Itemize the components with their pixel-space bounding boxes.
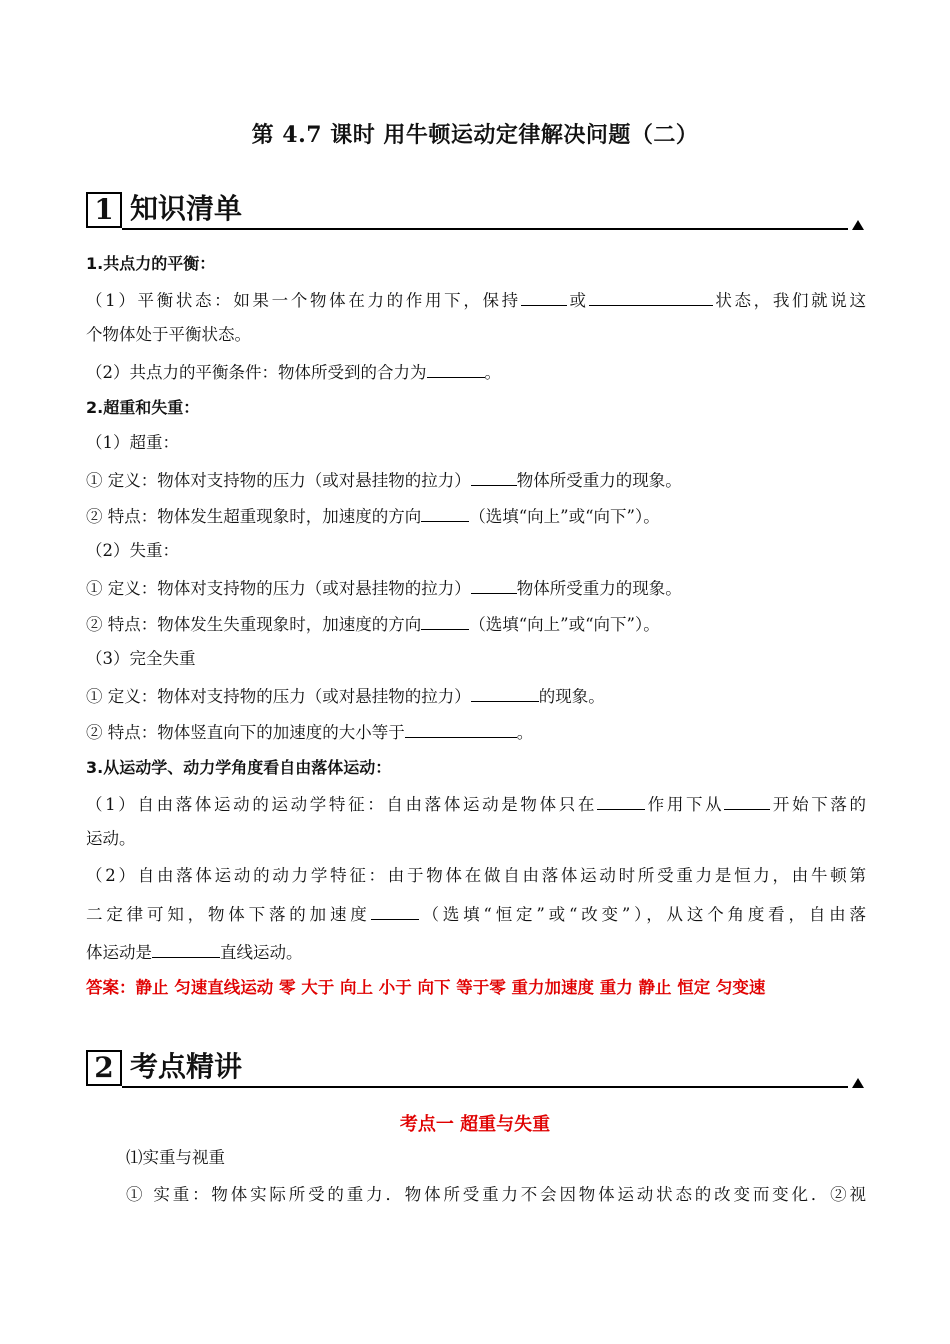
paragraph-line: （2）失重： bbox=[86, 541, 179, 560]
section-header-knowledge bbox=[86, 188, 864, 230]
paragraph-line: ① 实重：物体实际所受的重力．物体所受重力不会因物体运动状态的改变而变化．②视 bbox=[126, 1185, 866, 1204]
section-title: 知识清单 bbox=[130, 192, 243, 225]
heading-equilibrium: 1.共点力的平衡： bbox=[86, 254, 216, 273]
paragraph-line: （2）自由落体运动的动力学特征：由于物体在做自由落体运动时所受重力是恒力，由牛顿第 bbox=[86, 866, 866, 885]
paragraph-line: ① 定义：物体对支持物的压力（或对悬挂物的拉力） 物体所受重力的现象。 bbox=[86, 467, 866, 493]
fill-blank bbox=[405, 719, 517, 738]
fill-blank bbox=[371, 901, 419, 920]
fill-blank bbox=[724, 791, 770, 810]
fill-blank bbox=[521, 287, 567, 306]
paragraph-line: 体运动是 直线运动。 bbox=[86, 939, 866, 965]
paragraph-line: ① 定义：物体对支持物的压力（或对悬挂物的拉力） 物体所受重力的现象。 bbox=[86, 575, 866, 601]
paragraph-line: 个物体处于平衡状态。 bbox=[86, 325, 251, 344]
paragraph-line: （1）平衡状态：如果一个物体在力的作用下，保持 或 状态，我们就说这 bbox=[86, 287, 866, 313]
heading-free-fall: 3.从运动学、动力学角度看自由落体运动： bbox=[86, 758, 392, 777]
section-title: 考点精讲 bbox=[130, 1050, 243, 1083]
paragraph-line: （1）自由落体运动的运动学特征：自由落体运动是物体只在 作用下从 开始下落的 bbox=[86, 791, 866, 817]
section-number-badge: 2 bbox=[86, 1050, 122, 1086]
fill-blank bbox=[597, 791, 645, 810]
paragraph-line: （3）完全失重 bbox=[86, 649, 196, 668]
triangle-marker-icon bbox=[852, 220, 864, 230]
paragraph-line: ② 特点：物体竖直向下的加速度的大小等于 。 bbox=[86, 719, 866, 745]
paragraph-line: （1）超重： bbox=[86, 433, 179, 452]
section-number-badge: 1 bbox=[86, 192, 122, 228]
fill-blank bbox=[427, 359, 485, 378]
triangle-marker-icon bbox=[852, 1078, 864, 1088]
paragraph-line: （2）共点力的平衡条件：物体所受到的合力为 。 bbox=[86, 359, 866, 385]
paragraph-line: ⑴实重与视重 bbox=[126, 1148, 225, 1167]
section-header-key-points bbox=[86, 1046, 864, 1088]
paragraph-line: ① 定义：物体对支持物的压力（或对悬挂物的拉力） 的现象。 bbox=[86, 683, 866, 709]
paragraph-line: 运动。 bbox=[86, 829, 136, 848]
heading-overweight: 2.超重和失重： bbox=[86, 398, 200, 417]
fill-blank bbox=[471, 467, 517, 486]
section-rule bbox=[122, 1086, 848, 1088]
fill-blank bbox=[152, 939, 220, 958]
fill-blank bbox=[471, 575, 517, 594]
fill-blank bbox=[421, 503, 469, 522]
answer-key: 答案：静止 匀速直线运动 零 大于 向上 小于 向下 等于零 重力加速度 重力 静止 恒定 匀变速 bbox=[86, 978, 766, 997]
paragraph-line: ② 特点：物体发生失重现象时，加速度的方向 （选填“向上”或“向下”）。 bbox=[86, 611, 866, 637]
fill-blank bbox=[421, 611, 469, 630]
section-rule bbox=[122, 228, 848, 230]
paragraph-line: 二定律可知，物体下落的加速度 （选填“恒定”或“改变”），从这个角度看，自由落 bbox=[86, 901, 866, 927]
key-point-title: 考点一 超重与失重 bbox=[399, 1114, 551, 1135]
fill-blank bbox=[471, 683, 539, 702]
paragraph-line: ② 特点：物体发生超重现象时，加速度的方向 （选填“向上”或“向下”）。 bbox=[86, 503, 866, 529]
fill-blank bbox=[589, 287, 713, 306]
page-title: 第 4.7 课时 用牛顿运动定律解决问题（二） bbox=[251, 122, 699, 148]
